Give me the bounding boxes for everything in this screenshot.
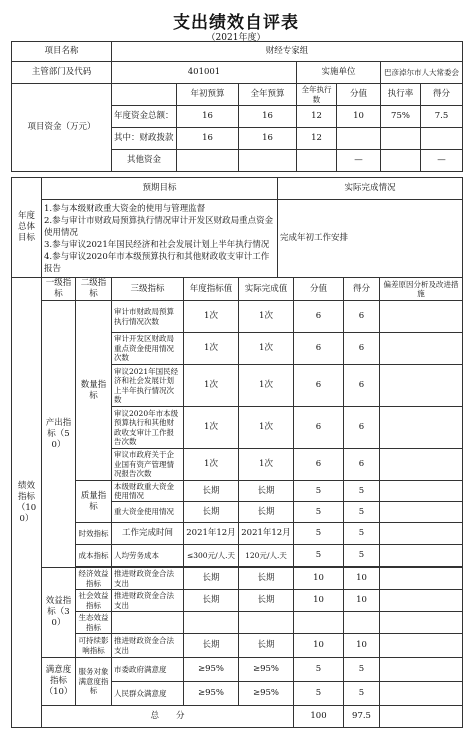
indicator-target: 1次 [184,333,239,365]
perf-label: 绩效指标（100） [12,278,42,728]
header-target: 年度指标值 [184,278,239,301]
funds-header-initial: 年初预算 [177,84,239,106]
indicator-deviation [380,634,463,658]
indicator-actual: 1次 [239,407,294,449]
indicator-deviation [380,568,463,590]
indicator-deviation [380,545,463,567]
funds-row-executed: 12 [297,106,337,128]
indicator-score: 6 [344,407,380,449]
funds-row-annual: 16 [239,128,297,150]
indicator-actual: 120元/人.天 [239,545,294,567]
indicator-target: 1次 [184,407,239,449]
funds-row-weight: 10 [337,106,381,128]
performance-table [11,277,463,728]
header-score: 得分 [344,278,380,301]
funds-row-initial [177,150,239,172]
total-score: 97.5 [344,706,380,728]
project-name-label: 项目名称 [12,42,112,62]
indicator-target: 长期 [184,481,239,502]
indicator-deviation [380,301,463,333]
indicator-name: 重大资金使用情况 [112,502,184,523]
funds-row-initial: 16 [177,106,239,128]
satisfaction-label: 满意度指标（10） [42,658,76,706]
social-label: 社会效益指标 [76,590,112,612]
indicator-score: 5 [344,658,380,682]
indicator-actual: 1次 [239,333,294,365]
indicator-score: 5 [344,523,380,545]
header-level1: 一级指标 [42,278,76,301]
table-row [12,545,463,567]
funds-row-rate [381,128,421,150]
quantity-label: 数量指标 [76,301,112,481]
indicator-deviation [380,407,463,449]
output-label: 产出指标（50） [42,301,76,568]
total-weight: 100 [294,706,344,728]
indicator-weight: 5 [294,523,344,545]
indicator-actual: 长期 [239,590,294,612]
page-subtitle: （2021年度） [206,33,266,43]
indicator-target: 1次 [184,449,239,481]
funds-row-rate: 75% [381,106,421,128]
table-row [12,634,463,658]
cost-label: 成本指标 [76,545,112,567]
indicator-score: 5 [344,682,380,706]
indicator-actual: ≥95% [239,682,294,706]
table-row [12,523,463,545]
indicator-weight: 5 [294,481,344,502]
funds-header-rate: 执行率 [381,84,421,106]
indicator-score: 5 [344,481,380,502]
funds-row-weight: — [337,150,381,172]
indicator-weight: 10 [294,634,344,658]
funds-row-weight [337,128,381,150]
indicator-name: 人民群众满意度 [112,682,184,706]
funds-row-rate [381,150,421,172]
indicator-name: 审计开发区财政局重点资金使用情况次数 [112,333,184,365]
funds-row-executed: 12 [297,128,337,150]
funds-row-annual [239,150,297,172]
expected-goals: 1.参与本级财政重大资金的使用与管理监督 2.参与审计市财政局预算执行情况审计开发区财政局重点资金使用情况 3.参与审议2021年国民经济和社会发展计划上半年执行情况 4.参与审议2020年市本级预算执行和其他财政收支审计工作报告 [42,200,278,278]
indicator-deviation [380,523,463,545]
indicator-deviation [380,682,463,706]
indicator-target: ≥95% [184,682,239,706]
indicator-weight: 10 [294,590,344,612]
impl-unit-label: 实施单位 [297,62,381,84]
indicator-name: 工作完成时间 [112,523,184,545]
indicator-actual: 长期 [239,568,294,590]
header-actual: 实际完成值 [239,278,294,301]
funds-row-initial: 16 [177,128,239,150]
indicator-target: 1次 [184,365,239,407]
total-deviation [380,706,463,728]
indicator-weight: 5 [294,658,344,682]
indicator-actual: ≥95% [239,658,294,682]
indicator-name: 审议2021年国民经济和社会发展计划上半年执行情况次数 [112,365,184,407]
indicator-actual: 长期 [239,481,294,502]
indicator-name: 本级财政重大资金使用情况 [112,481,184,502]
indicator-target: 长期 [184,502,239,523]
funds-header-blank [112,84,177,106]
indicator-score [344,612,380,634]
indicator-deviation [380,449,463,481]
indicator-deviation [380,481,463,502]
indicator-score: 6 [344,449,380,481]
actual-goals: 完成年初工作安排 [278,200,463,278]
indicator-actual: 2021年12月 [239,523,294,545]
indicator-deviation [380,502,463,523]
table-row [12,590,463,612]
indicator-deviation [380,365,463,407]
indicator-weight [294,612,344,634]
indicator-name: 推进财政资金合法支出 [112,568,184,590]
indicator-score: 10 [344,634,380,658]
indicator-target: ≥95% [184,658,239,682]
funds-row-score: 7.5 [421,106,463,128]
indicator-deviation [380,333,463,365]
table-row [12,301,463,333]
indicator-actual: 1次 [239,301,294,333]
indicator-weight: 6 [294,365,344,407]
header-level2: 二级指标 [76,278,112,301]
funds-row-annual: 16 [239,106,297,128]
goals-label: 年度总体目标 [12,178,42,278]
funds-row-score [421,128,463,150]
indicator-actual: 长期 [239,502,294,523]
total-label: 总 分 [42,706,294,728]
timeliness-label: 时效指标 [76,523,112,545]
indicator-name: 审议2020年市本级预算执行和其他财政收支审计工作报告次数 [112,407,184,449]
header-level3: 三级指标 [112,278,184,301]
indicator-name: 人均劳务成本 [112,545,184,567]
benefit-label: 效益指标（30） [42,568,76,658]
total-row [12,706,463,728]
funds-header-weight: 分值 [337,84,381,106]
funds-label: 项目资金（万元） [12,84,112,172]
indicator-actual: 1次 [239,365,294,407]
indicator-score: 6 [344,365,380,407]
funds-row-name: 其他资金 [112,150,177,172]
indicator-target: 长期 [184,568,239,590]
indicator-deviation [380,658,463,682]
quality-label: 质量指标 [76,481,112,523]
indicator-score: 5 [344,545,380,567]
indicator-deviation [380,612,463,634]
header-deviation: 偏差原因分析及改进措施 [380,278,463,301]
funds-header-executed: 全年执行数 [297,84,337,106]
indicator-target: 长期 [184,634,239,658]
indicator-actual [239,612,294,634]
indicator-name: 市委政府满意度 [112,658,184,682]
table-row [12,481,463,502]
impl-unit: 巴彦淖尔市人大常委会 [381,62,463,84]
table-row [12,568,463,590]
indicator-weight: 5 [294,682,344,706]
indicator-name: 推进财政资金合法支出 [112,590,184,612]
indicator-score: 10 [344,568,380,590]
funds-row-executed [297,150,337,172]
indicator-weight: 6 [294,449,344,481]
indicator-weight: 6 [294,301,344,333]
actual-header: 实际完成情况 [278,178,463,200]
ecological-label: 生态效益指标 [76,612,112,634]
funds-header-score: 得分 [421,84,463,106]
indicator-weight: 6 [294,407,344,449]
indicator-score: 5 [344,502,380,523]
table-row [12,658,463,682]
indicator-score: 6 [344,333,380,365]
indicator-name: 审计市财政局预算执行情况次数 [112,301,184,333]
funds-row-name: 其中：财政拨款 [112,128,177,150]
indicator-target: 2021年12月 [184,523,239,545]
indicator-target: 1次 [184,301,239,333]
header-weight: 分值 [294,278,344,301]
dept-code: 401001 [112,62,297,84]
page-title: 支出绩效自评表 [173,13,299,33]
expected-header: 预期目标 [42,178,278,200]
indicator-weight: 5 [294,545,344,567]
indicator-name: 推进财政资金合法支出 [112,634,184,658]
basic-info-table [11,41,463,172]
funds-row-score: — [421,150,463,172]
funds-header-annual: 全年预算 [239,84,297,106]
indicator-weight: 6 [294,333,344,365]
indicator-target [184,612,239,634]
economic-label: 经济效益指标 [76,568,112,590]
indicator-deviation [380,590,463,612]
indicator-weight: 5 [294,502,344,523]
annual-goals-table [11,177,463,278]
indicator-actual: 长期 [239,634,294,658]
indicator-score: 6 [344,301,380,333]
service-label: 服务对象满意度指标 [76,658,112,706]
sustainable-label: 可持续影响指标 [76,634,112,658]
indicator-target: 长期 [184,590,239,612]
table-row [12,612,463,634]
project-name: 财经专家组 [112,42,463,62]
indicator-weight: 10 [294,568,344,590]
funds-row-name: 年度资金总额： [112,106,177,128]
indicator-score: 10 [344,590,380,612]
indicator-name [112,612,184,634]
indicator-actual: 1次 [239,449,294,481]
indicator-target: ≤300元/人.天 [184,545,239,567]
dept-label: 主管部门及代码 [12,62,112,84]
indicator-name: 审议市政府关于企业国有资产管理情况报告次数 [112,449,184,481]
